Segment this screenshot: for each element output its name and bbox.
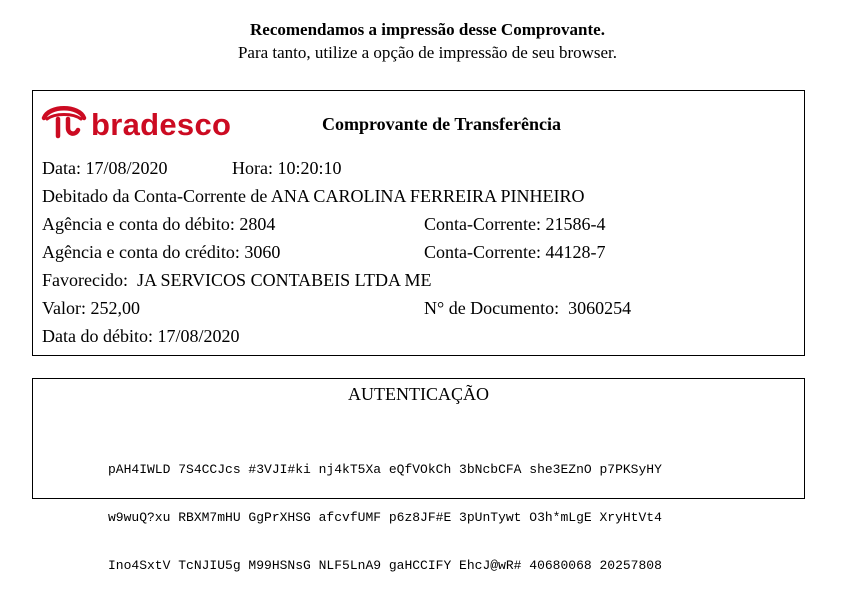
print-instruction: Para tanto, utilize a opção de impressão de seu browser.	[237, 43, 618, 62]
print-notice	[0, 18, 855, 64]
authentication-line: w9wuQ?xu RBXM7mHU GgPrXHSG afcvfUMF p6z8JF#E 3pUnTywt O3h*mLgE XryHtVt4	[108, 510, 662, 525]
bradesco-tree-icon	[41, 101, 87, 145]
authentication-title: AUTENTICAÇÃO	[348, 384, 489, 404]
receipt-title: Comprovante de Transferência	[322, 114, 561, 134]
credit-account: Conta-Corrente: 44128-7	[424, 242, 606, 262]
beneficiary: Favorecido: JA SERVICOS CONTABEIS LTDA ME	[42, 270, 432, 290]
transfer-time: Hora: 10:20:10	[232, 158, 342, 178]
bradesco-logo	[41, 101, 231, 149]
authentication-code	[108, 430, 662, 606]
amount: Valor: 252,00	[42, 298, 140, 318]
debited-from: Debitado da Conta-Corrente de ANA CAROLINA FERREIRA PINHEIRO	[42, 186, 585, 206]
transfer-receipt	[32, 90, 805, 356]
authentication-line: Ino4SxtV TcNJIU5g M99HSNsG NLF5LnA9 gaHCCIFY EhcJ@wR# 40680068 20257808	[108, 558, 662, 573]
debit-account: Conta-Corrente: 21586-4	[424, 214, 606, 234]
document-number: N° de Documento: 3060254	[424, 298, 632, 318]
credit-agency: Agência e conta do crédito: 3060	[42, 242, 281, 262]
authentication-box	[32, 378, 805, 573]
print-recommendation: Recomendamos a impressão desse Comprovante.	[250, 20, 605, 39]
transfer-date: Data: 17/08/2020	[42, 158, 168, 178]
debit-date: Data do débito: 17/08/2020	[42, 326, 240, 346]
debit-agency: Agência e conta do débito: 2804	[42, 214, 276, 234]
authentication-line: pAH4IWLD 7S4CCJcs #3VJI#ki nj4kT5Xa eQfVOkCh 3bNcbCFA she3EZnO p7PKSyHY	[108, 462, 662, 477]
bradesco-logo-text: bradesco	[91, 107, 232, 142]
